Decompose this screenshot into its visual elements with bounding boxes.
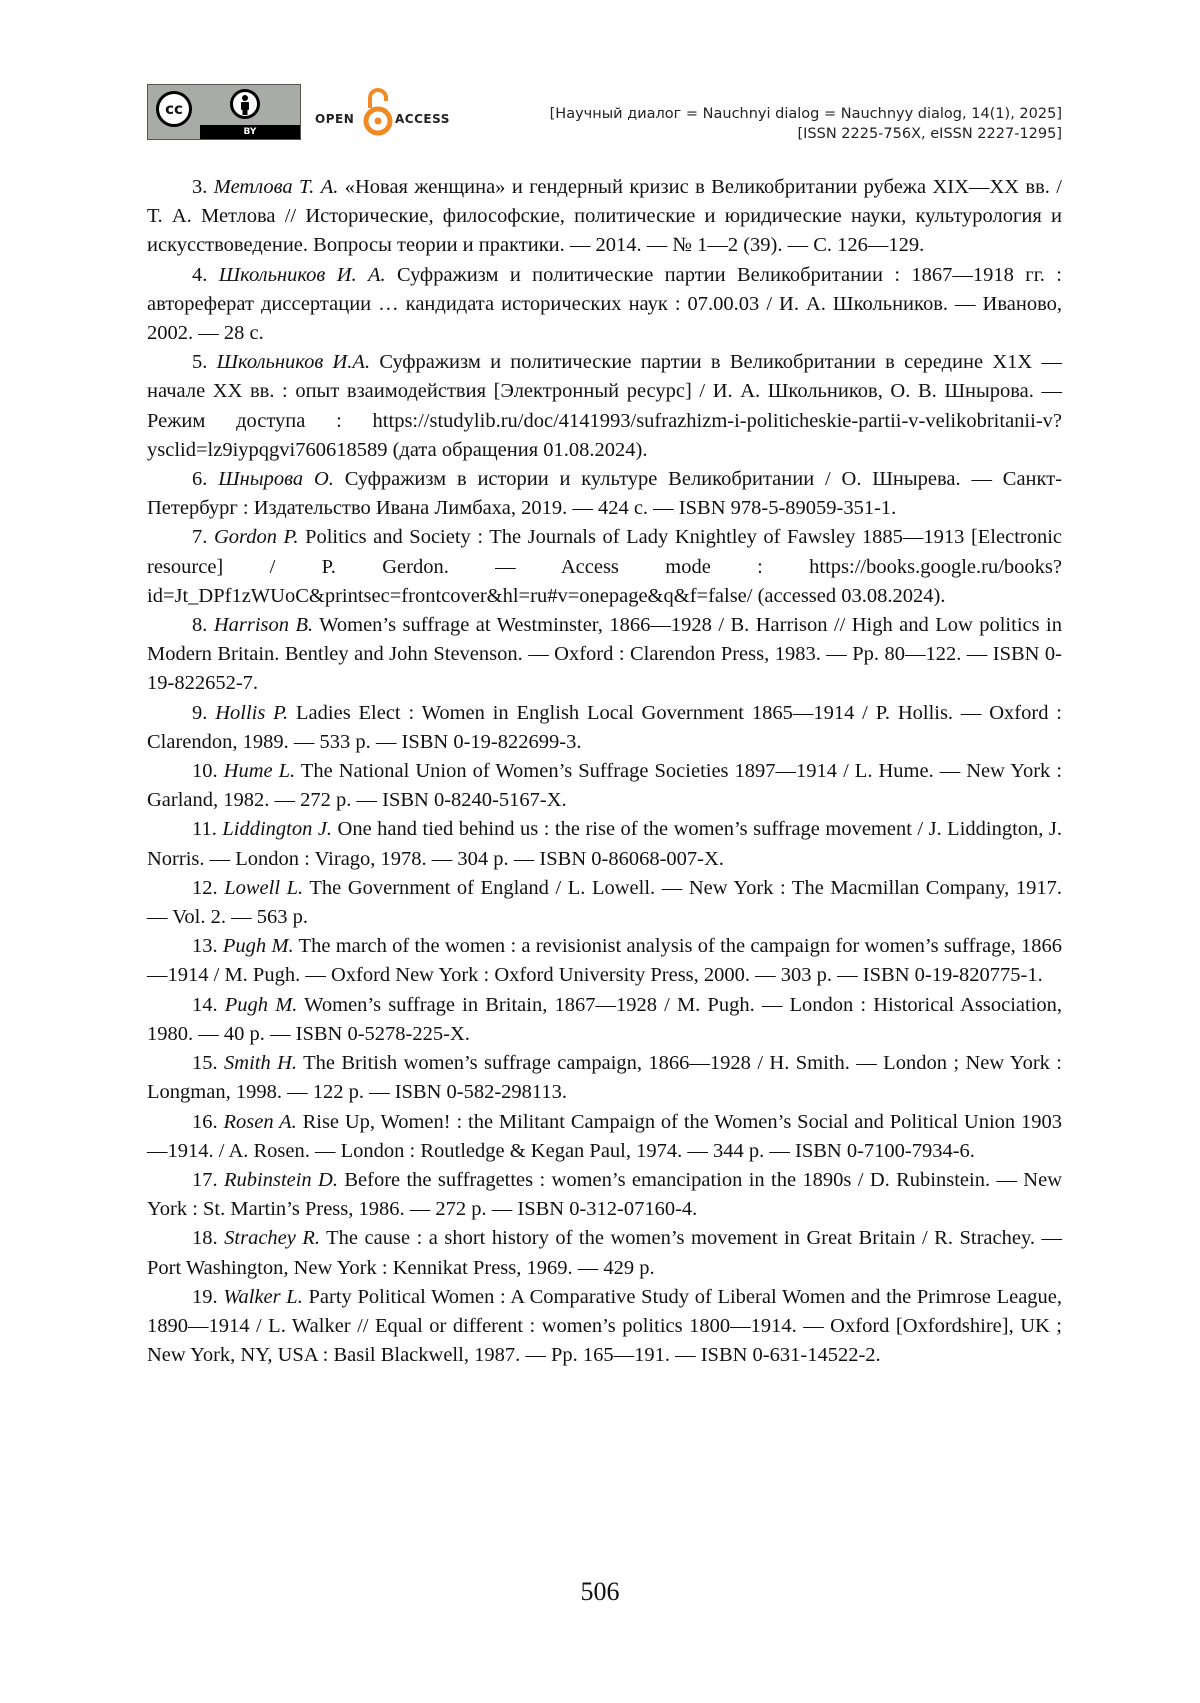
reference-author: Lowell L. (224, 877, 303, 899)
reference-text: Суфражизм в истории и культуре Великобритании / О. Шнырева. — Санкт-Петербург : Издательство Ивана Лимбаха, 2019. — 424 с. — ISBN 978-5-89059-351-1. (147, 468, 1062, 519)
cc-icon (156, 91, 192, 127)
reference-number: 5. (192, 351, 207, 373)
reference-number: 9. (192, 702, 207, 724)
page-header (147, 84, 1062, 144)
reference-number: 19. (192, 1286, 218, 1308)
reference-author: Шнырова О. (218, 468, 334, 490)
reference-text: Ladies Elect : Women in English Local Government 1865—1914 / P. Hollis. — Oxford : Clarendon, 1989. — 533 p. — ISBN 0-19-822699-3. (147, 702, 1062, 753)
reference-text: Суфражизм и политические партии в Великобритании в середине Х1Х — начале ХХ вв. : опыт взаимодействия [Электронный ресурс] / И. А. Школьников, О. В. Шнырова. — Режим доступа : https://studylib.ru/doc/4141993/sufrazhizm-i-politicheskie-partii-v-velikobritanii-v?ysclid=lz9iypqgvi760618589 (дата обращения 01.08.2024). (147, 351, 1062, 461)
reference-text: Women’s suffrage at Westminster, 1866—1928 / B. Harrison // High and Low politics in Modern Britain. Bentley and John Stevenson. — Oxford : Clarendon Press, 1983. — Pp. 80—122. — ISBN 0-19-822652-7. (147, 614, 1062, 694)
reference-number: 10. (192, 760, 218, 782)
reference-author: Hume L. (224, 760, 296, 782)
reference-item (147, 523, 1062, 611)
reference-author: Liddington J. (222, 818, 332, 840)
reference-text: Women’s suffrage in Britain, 1867—1928 / M. Pugh. — London : Historical Association, 1980. — 40 p. — ISBN 0-5278-225-X. (147, 994, 1062, 1045)
reference-author: Harrison B. (214, 614, 313, 636)
attribution-person-icon (230, 89, 260, 119)
reference-number: 7. (192, 526, 207, 548)
reference-author: Pugh M. (225, 994, 298, 1016)
reference-item (147, 815, 1062, 873)
open-label: OPEN (315, 112, 354, 126)
reference-number: 13. (192, 935, 218, 957)
reference-text: The National Union of Women’s Suffrage Societies 1897—1914 / L. Hume. — New York : Garland, 1982. — 272 p. — ISBN 0-8240-5167-X. (147, 760, 1062, 811)
reference-item (147, 1108, 1062, 1166)
open-access-lock-icon (363, 88, 393, 138)
reference-item (147, 699, 1062, 757)
reference-number: 18. (192, 1227, 218, 1249)
reference-item (147, 348, 1062, 465)
reference-text: «Новая женщина» и гендерный кризис в Великобритании рубежа XIX—XX вв. / Т. А. Метлова // Исторические, философские, политические и юридические науки, культурология и искусствоведение. Вопросы теории и практики. — 2014. — № 1—2 (39). — С. 126—129. (147, 176, 1062, 256)
reference-text: Суфражизм и политические партии Великобритании : 1867—1918 гг. : автореферат диссертации … кандидата исторических наук : 07.00.03 / И. А. Школьников. — Иваново, 2002. — 28 с. (147, 264, 1062, 344)
reference-number: 4. (192, 264, 207, 286)
reference-item (147, 991, 1062, 1049)
journal-citation (550, 104, 1062, 144)
reference-author: Gordon P. (214, 526, 299, 548)
reference-item (147, 757, 1062, 815)
reference-text: The Government of England / L. Lowell. — New York : The Macmillan Company, 1917. — Vol. 2. — 563 p. (147, 877, 1062, 928)
reference-text: Politics and Society : The Journals of Lady Knightley of Fawsley 1885—1913 [Electronic resource] / P. Gerdon. — Access mode : https://books.google.ru/books?id=Jt_DPf1zWUoC&printsec=frontcover&hl=ru#v=onepage&q&f=false/ (accessed 03.08.2024). (147, 526, 1062, 606)
reference-item (147, 1049, 1062, 1107)
cc-by-license-badge[interactable] (147, 84, 301, 140)
reference-author: Pugh M. (223, 935, 294, 957)
cc-label: cc (165, 100, 183, 118)
reference-number: 8. (192, 614, 207, 636)
reference-author: Walker L. (223, 1286, 303, 1308)
reference-text: One hand tied behind us : the rise of the women’s suffrage movement / J. Liddington, J. Norris. — London : Virago, 1978. — 304 p. — ISBN 0-86068-007-X. (147, 818, 1062, 869)
reference-item (147, 1224, 1062, 1282)
reference-author: Школьников И. А. (219, 264, 386, 286)
reference-author: Hollis P. (215, 702, 288, 724)
page-number: 506 (0, 1577, 1200, 1607)
reference-text: Party Political Women : A Comparative Study of Liberal Women and the Primrose League, 1890—1914 / L. Walker // Equal or different : women’s politics 1800—1914. — Oxford [Oxfordshire], UK ; New York, NY, USA : Basil Blackwell, 1987. — Pp. 165—191. — ISBN 0-631-14522-2. (147, 1286, 1062, 1366)
reference-text: The cause : a short history of the women’s movement in Great Britain / R. Strachey. — Port Washington, New York : Kennikat Press, 1969. — 429 p. (147, 1227, 1062, 1278)
reference-author: Smith H. (224, 1052, 297, 1074)
journal-line-1: [Научный диалог = Nauchnyi dialog = Nauchnyy dialog, 14(1), 2025] (550, 104, 1062, 124)
reference-list (147, 173, 1062, 1370)
reference-number: 3. (192, 176, 207, 198)
reference-item (147, 173, 1062, 261)
reference-author: Rosen A. (223, 1111, 296, 1133)
reference-item (147, 874, 1062, 932)
reference-number: 15. (192, 1052, 218, 1074)
reference-number: 14. (192, 994, 218, 1016)
reference-text: The British women’s suffrage campaign, 1866—1928 / H. Smith. — London ; New York : Longman, 1998. — 122 p. — ISBN 0-582-298113. (147, 1052, 1062, 1103)
reference-author: Метлова Т. А. (214, 176, 339, 198)
reference-number: 6. (192, 468, 207, 490)
reference-author: Школьников И.А. (217, 351, 370, 373)
reference-item (147, 1283, 1062, 1371)
reference-item (147, 261, 1062, 349)
reference-text: Rise Up, Women! : the Militant Campaign of the Women’s Social and Political Union 1903—1914. / A. Rosen. — London : Routledge & Kegan Paul, 1974. — 344 p. — ISBN 0-7100-7934-6. (147, 1111, 1062, 1162)
reference-author: Rubinstein D. (224, 1169, 338, 1191)
reference-number: 12. (192, 877, 218, 899)
access-label: ACCESS (395, 112, 450, 126)
by-label: BY (200, 125, 300, 139)
journal-line-2: [ISSN 2225-756X, eISSN 2227-1295] (550, 124, 1062, 144)
open-access-logo (315, 88, 460, 140)
reference-item (147, 611, 1062, 699)
reference-text: The march of the women : a revisionist analysis of the campaign for women’s suffrage, 1866—1914 / M. Pugh. — Oxford New York : Oxford University Press, 2000. — 303 p. — ISBN 0-19-820775-1. (147, 935, 1062, 986)
reference-item (147, 932, 1062, 990)
reference-text: Before the suffragettes : women’s emancipation in the 1890s / D. Rubinstein. — New York : St. Martin’s Press, 1986. — 272 p. — ISBN 0-312-07160-4. (147, 1169, 1062, 1220)
reference-item (147, 1166, 1062, 1224)
reference-author: Strachey R. (224, 1227, 320, 1249)
reference-number: 17. (192, 1169, 218, 1191)
reference-item (147, 465, 1062, 523)
reference-number: 11. (192, 818, 217, 840)
reference-number: 16. (192, 1111, 218, 1133)
